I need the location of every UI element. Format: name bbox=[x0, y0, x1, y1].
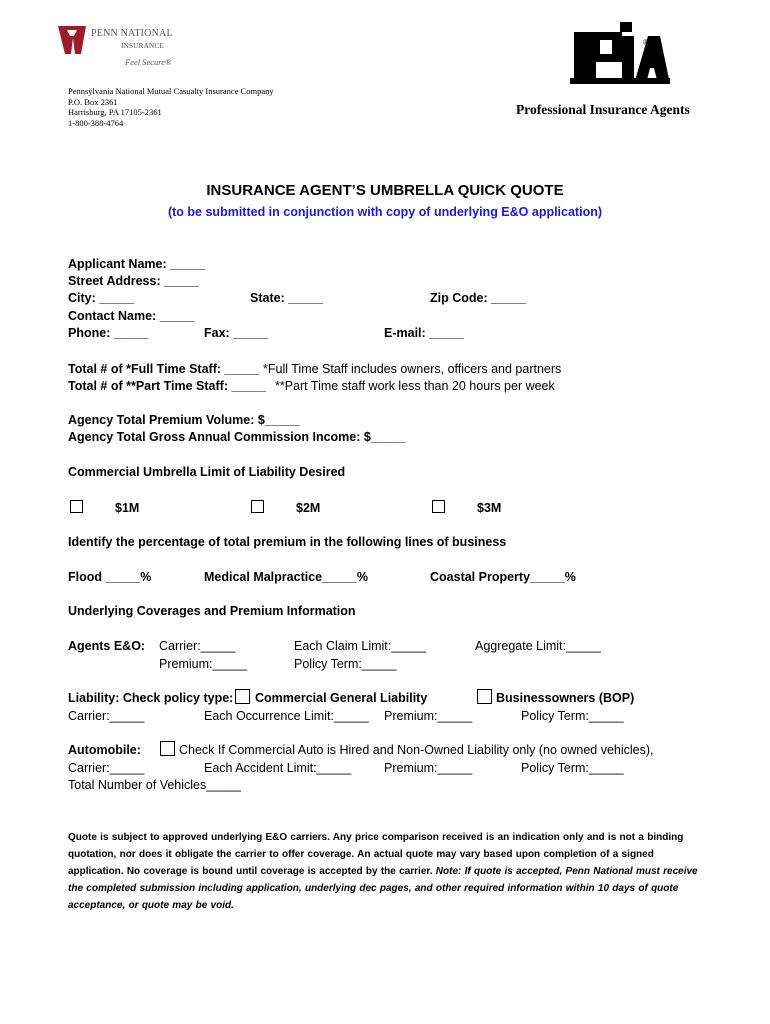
hired-non-owned-auto-checkbox[interactable] bbox=[160, 741, 175, 756]
total-vehicles-field[interactable]: Total Number of Vehicles_____ bbox=[68, 778, 242, 792]
address-line: P.O. Box 2361 bbox=[68, 96, 118, 107]
page-title: INSURANCE AGENT’S UMBRELLA QUICK QUOTE bbox=[206, 182, 564, 199]
cgl-checkbox[interactable] bbox=[235, 689, 250, 704]
medical-malpractice-percent-field[interactable]: Medical Malpractice_____% bbox=[204, 570, 368, 584]
contact-name-field[interactable]: Contact Name: _____ bbox=[68, 309, 195, 323]
eo-premium-field[interactable]: Premium:_____ bbox=[159, 657, 248, 671]
penn-logo-tagline: Feel Secure® bbox=[125, 57, 172, 67]
auto-policy-term-field[interactable]: Policy Term:_____ bbox=[521, 761, 624, 775]
flood-percent-field[interactable]: Flood _____% bbox=[68, 570, 152, 584]
bop-label: Businessowners (BOP) bbox=[496, 691, 635, 705]
limit-heading: Commercial Umbrella Limit of Liability Desired bbox=[68, 465, 346, 479]
liability-policy-term-field[interactable]: Policy Term:_____ bbox=[521, 709, 624, 723]
city-field[interactable]: City: _____ bbox=[68, 291, 135, 305]
underlying-heading: Underlying Coverages and Premium Information bbox=[68, 604, 356, 618]
penn-logo-line1: PENN NATIONAL bbox=[91, 28, 173, 39]
coastal-property-percent-field[interactable]: Coastal Property_____% bbox=[430, 570, 576, 584]
penn-national-logo bbox=[55, 22, 180, 72]
full-time-staff-field[interactable]: Total # of *Full Time Staff: _____ bbox=[68, 362, 260, 376]
phone-field[interactable]: Phone: _____ bbox=[68, 326, 149, 340]
company-address bbox=[68, 86, 274, 128]
agency-commission-income-field[interactable]: Agency Total Gross Annual Commission Income: $_____ bbox=[68, 430, 406, 444]
pia-emblem-icon bbox=[570, 22, 670, 88]
liability-carrier-field[interactable]: Carrier:_____ bbox=[68, 709, 145, 723]
penn-logo-line2: INSURANCE bbox=[121, 41, 164, 50]
liability-premium-field[interactable]: Premium:_____ bbox=[384, 709, 473, 723]
full-time-staff-note: *Full Time Staff includes owners, officers and partners bbox=[263, 362, 562, 376]
penn-national-emblem-icon bbox=[57, 24, 87, 56]
liability-label: Liability: Check policy type: bbox=[68, 691, 234, 705]
address-line: 1-800-388-4764 bbox=[68, 117, 124, 128]
auto-accident-limit-field[interactable]: Each Accident Limit:_____ bbox=[204, 761, 352, 775]
pia-registered-mark: ® bbox=[643, 38, 649, 47]
limit-3m-checkbox[interactable] bbox=[432, 500, 445, 513]
automobile-label: Automobile: bbox=[68, 743, 141, 757]
hired-non-owned-auto-label: Check If Commercial Auto is Hired and Non-Owned Liability only (no owned vehicles), bbox=[179, 743, 654, 757]
agents-eo-label: Agents E&O: bbox=[68, 639, 146, 653]
part-time-staff-note: **Part Time staff work less than 20 hours per week bbox=[275, 379, 555, 393]
street-address-field[interactable]: Street Address: _____ bbox=[68, 274, 199, 288]
address-line: Harrisburg, PA 17105-2361 bbox=[68, 107, 162, 117]
applicant-name-field[interactable]: Applicant Name: _____ bbox=[68, 257, 205, 271]
auto-carrier-field[interactable]: Carrier:_____ bbox=[68, 761, 145, 775]
auto-premium-field[interactable]: Premium:_____ bbox=[384, 761, 473, 775]
cgl-label: Commercial General Liability bbox=[255, 691, 428, 705]
part-time-staff-field[interactable]: Total # of **Part Time Staff: _____ bbox=[68, 379, 267, 393]
eo-aggregate-limit-field[interactable]: Aggregate Limit:_____ bbox=[475, 639, 601, 653]
disclaimer bbox=[68, 829, 708, 914]
zip-code-field[interactable]: Zip Code: _____ bbox=[430, 291, 526, 305]
limit-3m-label: $3M bbox=[477, 501, 502, 515]
percentages-heading: Identify the percentage of total premium in the following lines of business bbox=[68, 535, 507, 549]
agency-premium-volume-field[interactable]: Agency Total Premium Volume: $_____ bbox=[68, 413, 300, 427]
limit-2m-label: $2M bbox=[296, 501, 321, 515]
eo-claim-limit-field[interactable]: Each Claim Limit:_____ bbox=[294, 639, 427, 653]
liability-occurrence-limit-field[interactable]: Each Occurrence Limit:_____ bbox=[204, 709, 369, 723]
bop-checkbox[interactable] bbox=[477, 689, 492, 704]
pia-caption: Professional Insurance Agents bbox=[516, 102, 690, 117]
eo-policy-term-field[interactable]: Policy Term:_____ bbox=[294, 657, 397, 671]
limit-1m-checkbox[interactable] bbox=[70, 500, 83, 513]
address-line: Pennsylvania National Mutual Casualty Insurance Company bbox=[68, 86, 274, 96]
disclaimer-text: Quote is subject to approved underlying E&O carriers. Any price comparison received is an indication only and is not a binding quotation, nor does it obligate the carrier to offer coverage. An actual quote may vary based upon completion of a signed application. No coverage is bound until coverage is accepted by the carrier. bbox=[68, 832, 684, 877]
limit-2m-checkbox[interactable] bbox=[251, 500, 264, 513]
eo-carrier-field[interactable]: Carrier:_____ bbox=[159, 639, 236, 653]
email-field[interactable]: E-mail: _____ bbox=[384, 326, 464, 340]
page-subtitle: (to be submitted in conjunction with copy of underlying E&O application) bbox=[167, 205, 603, 219]
limit-1m-label: $1M bbox=[115, 501, 140, 515]
fax-field[interactable]: Fax: _____ bbox=[204, 326, 268, 340]
disclaimer-note: Note: If quote is accepted, Penn National must receive the completed submission including application, underlying dec pages, and other required information within 10 days of quote acceptance, or quote may be void. bbox=[68, 866, 698, 911]
pia-logo bbox=[560, 22, 680, 100]
state-field[interactable]: State: _____ bbox=[250, 291, 323, 305]
